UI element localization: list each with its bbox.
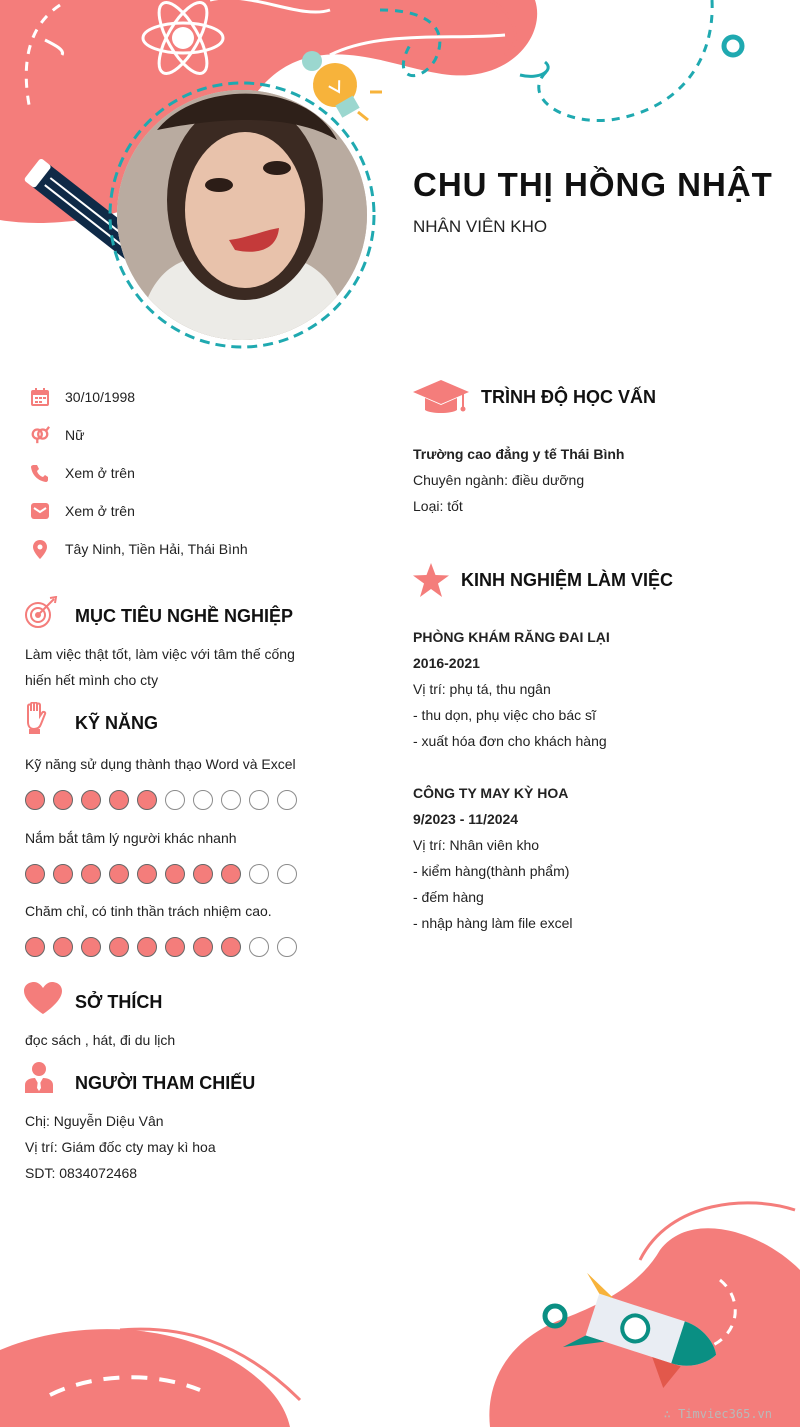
objective-line-1: Làm việc thật tốt, làm việc với tâm thế cống	[25, 646, 295, 662]
rating-dot-filled	[193, 937, 213, 957]
rating-dot-empty	[277, 864, 297, 884]
job-title: NHÂN VIÊN KHO	[413, 217, 548, 236]
contact-birthdate	[30, 386, 135, 408]
contact-phone	[30, 462, 135, 484]
reference-contact-name: Chị: Nguyễn Diệu Vân	[25, 1113, 164, 1129]
person-icon	[25, 1061, 53, 1093]
gender-text: Nữ	[65, 427, 85, 443]
job-duty: - nhập hàng làm file excel	[413, 915, 573, 931]
email-text: Xem ở trên	[65, 503, 135, 519]
rating-dot-empty	[165, 790, 185, 810]
skill-rating	[25, 790, 297, 810]
rating-dot-filled	[109, 790, 129, 810]
star-icon	[413, 563, 449, 597]
skill-name: Chăm chỉ, có tinh thần trách nhiệm cao.	[25, 903, 272, 919]
calendar-icon	[30, 387, 50, 407]
watermark: ∴ Timviec365.vn	[663, 1407, 772, 1421]
birthdate-text: 30/10/1998	[65, 389, 136, 405]
hand-icon	[24, 702, 48, 734]
objective-line-2: hiến hết mình cho cty	[25, 672, 159, 688]
education-heading: TRÌNH ĐỘ HỌC VẤN	[481, 387, 656, 407]
reference-contact-role: Vị trí: Giám đốc cty may kì hoa	[25, 1139, 216, 1155]
education-major: Chuyên ngành: điều dưỡng	[413, 472, 585, 488]
rating-dot-filled	[53, 790, 73, 810]
rating-dot-filled	[193, 864, 213, 884]
job-period: 2016-2021	[413, 655, 480, 671]
rating-dot-filled	[81, 864, 101, 884]
company-name: PHÒNG KHÁM RĂNG ĐAI LẠI	[413, 629, 610, 645]
job-role: Vị trí: phụ tá, thu ngân	[413, 681, 551, 697]
job-entry	[413, 780, 573, 936]
job-duty: - đếm hàng	[413, 889, 484, 905]
phone-text: Xem ở trên	[65, 465, 135, 481]
company-name: CÔNG TY MAY KỲ HOA	[413, 785, 569, 801]
rating-dot-filled	[81, 937, 101, 957]
rating-dot-empty	[277, 937, 297, 957]
reference-heading: NGƯỜI THAM CHIẾU	[75, 1073, 256, 1093]
hobbies-heading: SỞ THÍCH	[75, 992, 163, 1012]
location-pin-icon	[30, 539, 50, 559]
job-duty: - xuất hóa đơn cho khách hàng	[413, 733, 607, 749]
job-role: Vị trí: Nhân viên kho	[413, 837, 540, 853]
heart-icon	[24, 982, 62, 1014]
job-duty: - thu dọn, phụ việc cho bác sĩ	[413, 707, 596, 723]
rating-dot-filled	[221, 864, 241, 884]
skill-rating	[25, 937, 297, 957]
education-grade: Loại: tốt	[413, 498, 463, 514]
profile-photo	[117, 90, 367, 340]
experience-heading: KINH NGHIỆM LÀM VIỆC	[461, 570, 674, 590]
target-icon	[24, 596, 58, 630]
rating-dot-filled	[25, 937, 45, 957]
rating-dot-empty	[193, 790, 213, 810]
skill-rating	[25, 864, 297, 884]
reference-contact-phone: SDT: 0834072468	[25, 1165, 138, 1181]
school-name: Trường cao đẳng y tế Thái Bình	[413, 446, 625, 462]
rating-dot-empty	[221, 790, 241, 810]
skills-heading: KỸ NĂNG	[75, 713, 159, 733]
skill-name: Kỹ năng sử dụng thành thạo Word và Excel	[25, 756, 296, 772]
skill-name: Nắm bắt tâm lý người khác nhanh	[25, 830, 237, 846]
rating-dot-filled	[137, 790, 157, 810]
rating-dot-filled	[221, 937, 241, 957]
contact-gender	[30, 424, 84, 446]
address-text: Tây Ninh, Tiền Hải, Thái Bình	[65, 541, 248, 557]
education-details	[413, 441, 624, 519]
contact-email	[30, 500, 135, 522]
rating-dot-empty	[249, 790, 269, 810]
rating-dot-filled	[109, 937, 129, 957]
rating-dot-filled	[165, 937, 185, 957]
rating-dot-filled	[25, 790, 45, 810]
reference-details	[25, 1108, 216, 1186]
phone-icon	[30, 463, 50, 483]
rating-dot-filled	[53, 937, 73, 957]
rating-dot-empty	[277, 790, 297, 810]
rating-dot-filled	[109, 864, 129, 884]
job-period: 9/2023 - 11/2024	[413, 811, 519, 827]
rating-dot-filled	[137, 864, 157, 884]
rating-dot-empty	[249, 864, 269, 884]
candidate-name: CHU THỊ HỒNG NHẬT	[413, 166, 773, 203]
gender-icon	[30, 425, 50, 445]
graduation-cap-icon	[413, 380, 469, 416]
rating-dot-empty	[249, 937, 269, 957]
email-icon	[30, 501, 50, 521]
job-entry	[413, 624, 610, 754]
job-duty: - kiểm hàng(thành phẩm)	[413, 863, 570, 879]
hobbies-text: đọc sách , hát, đi du lịch	[25, 1032, 176, 1048]
rating-dot-filled	[137, 937, 157, 957]
objective-heading: MỤC TIÊU NGHỀ NGHIỆP	[75, 606, 294, 626]
bottom-blob-decoration	[0, 1190, 800, 1427]
objective-text	[25, 641, 318, 693]
contact-address	[30, 538, 248, 560]
rating-dot-filled	[165, 864, 185, 884]
rating-dot-filled	[25, 864, 45, 884]
rating-dot-filled	[53, 864, 73, 884]
rating-dot-filled	[81, 790, 101, 810]
